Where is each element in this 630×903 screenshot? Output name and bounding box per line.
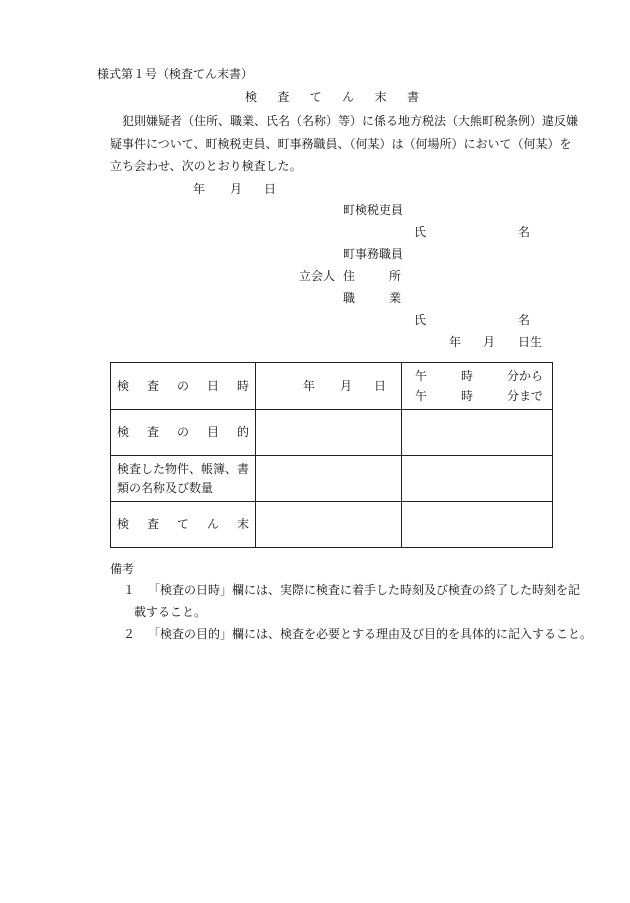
birth-month-label: 月 <box>483 335 496 349</box>
birth-year-label: 年 <box>449 335 462 349</box>
name2-given-label: 名 <box>518 313 531 327</box>
table-divider <box>401 363 402 547</box>
time-start-hour: 時 <box>461 369 474 383</box>
job-label-a: 職 <box>343 291 356 305</box>
body-line-2: 疑事件について、町検税吏員、町事務職員、（何某）は（何場所）において（何某）を <box>110 137 572 151</box>
form-label: 様式第１号（検査てん末書） <box>97 67 254 81</box>
title-char: て <box>309 90 322 104</box>
note-2-line-1: 「検査の目的」欄には、検査を必要とする理由及び目的を具体的に記入すること。 <box>148 627 593 641</box>
notes-heading: 備考 <box>110 562 135 576</box>
date-month: 月 <box>230 182 243 196</box>
time-end-minute: 分まで <box>507 389 544 403</box>
label-char: 査 <box>146 425 159 439</box>
label-char: 目 <box>206 425 219 439</box>
name2-family-label: 氏 <box>414 313 427 327</box>
title-char: 査 <box>277 90 290 104</box>
note-2-number: ２ <box>123 627 136 641</box>
address-label-a: 住 <box>343 269 356 283</box>
table-divider <box>111 455 552 456</box>
title-char: 書 <box>406 90 419 104</box>
table-divider <box>255 363 256 547</box>
row-label-result <box>117 515 249 533</box>
table-divider <box>111 501 552 502</box>
label-char: の <box>176 379 189 393</box>
label-char: 検 <box>117 517 130 531</box>
row-label-items-line2: 類の名称及び数量 <box>117 481 214 495</box>
body-line-3: 立ち会わせ、次のとおり検査した。 <box>110 159 302 173</box>
row-label-datetime <box>117 377 249 395</box>
row-label-items-line1: 検査した物件、帳簿、書 <box>117 462 250 476</box>
office-staff-label: 町事務職員 <box>343 247 404 261</box>
note-1-number: １ <box>123 583 136 597</box>
note-1-line-2: 載すること。 <box>134 605 207 619</box>
time-end-ampm: 午 <box>415 389 428 403</box>
label-char: 時 <box>236 379 249 393</box>
label-char: 的 <box>236 425 249 439</box>
date-year: 年 <box>193 182 206 196</box>
label-char: 査 <box>146 517 159 531</box>
label-char: 検 <box>117 425 130 439</box>
tax-officer-label: 町検税吏員 <box>343 203 404 217</box>
document-title <box>245 89 419 105</box>
label-char: 末 <box>236 517 249 531</box>
label-char: 査 <box>146 379 159 393</box>
time-start-minute: 分から <box>507 369 544 383</box>
birth-day-label: 日生 <box>518 335 543 349</box>
label-char: 日 <box>206 379 219 393</box>
title-char: ん <box>342 90 355 104</box>
witness-label: 立会人 <box>299 269 336 283</box>
name-given-label: 名 <box>518 225 531 239</box>
job-label-b: 業 <box>389 291 402 305</box>
time-end-hour: 時 <box>461 389 474 403</box>
date-day: 日 <box>264 182 277 196</box>
title-char: 末 <box>374 90 387 104</box>
title-char: 検 <box>245 90 258 104</box>
inspection-table <box>110 362 553 548</box>
date-day: 日 <box>374 379 387 393</box>
label-char: の <box>176 425 189 439</box>
date-month: 月 <box>340 379 353 393</box>
label-char: 検 <box>117 379 130 393</box>
note-1-line-1: 「検査の日時」欄には、実際に検査に着手した時刻及び検査の終了した時刻を記 <box>148 583 581 597</box>
address-label-b: 所 <box>389 269 402 283</box>
label-char: ん <box>206 517 219 531</box>
table-divider <box>111 409 552 410</box>
date-year: 年 <box>303 379 316 393</box>
row-label-purpose <box>117 423 249 441</box>
time-start-ampm: 午 <box>415 369 428 383</box>
label-char: て <box>176 517 189 531</box>
body-line-1: 犯則嫌疑者（住所、職業、氏名（名称）等）に係る地方税法（大熊町税条例）違反嫌 <box>122 114 579 128</box>
name-family-label: 氏 <box>414 225 427 239</box>
